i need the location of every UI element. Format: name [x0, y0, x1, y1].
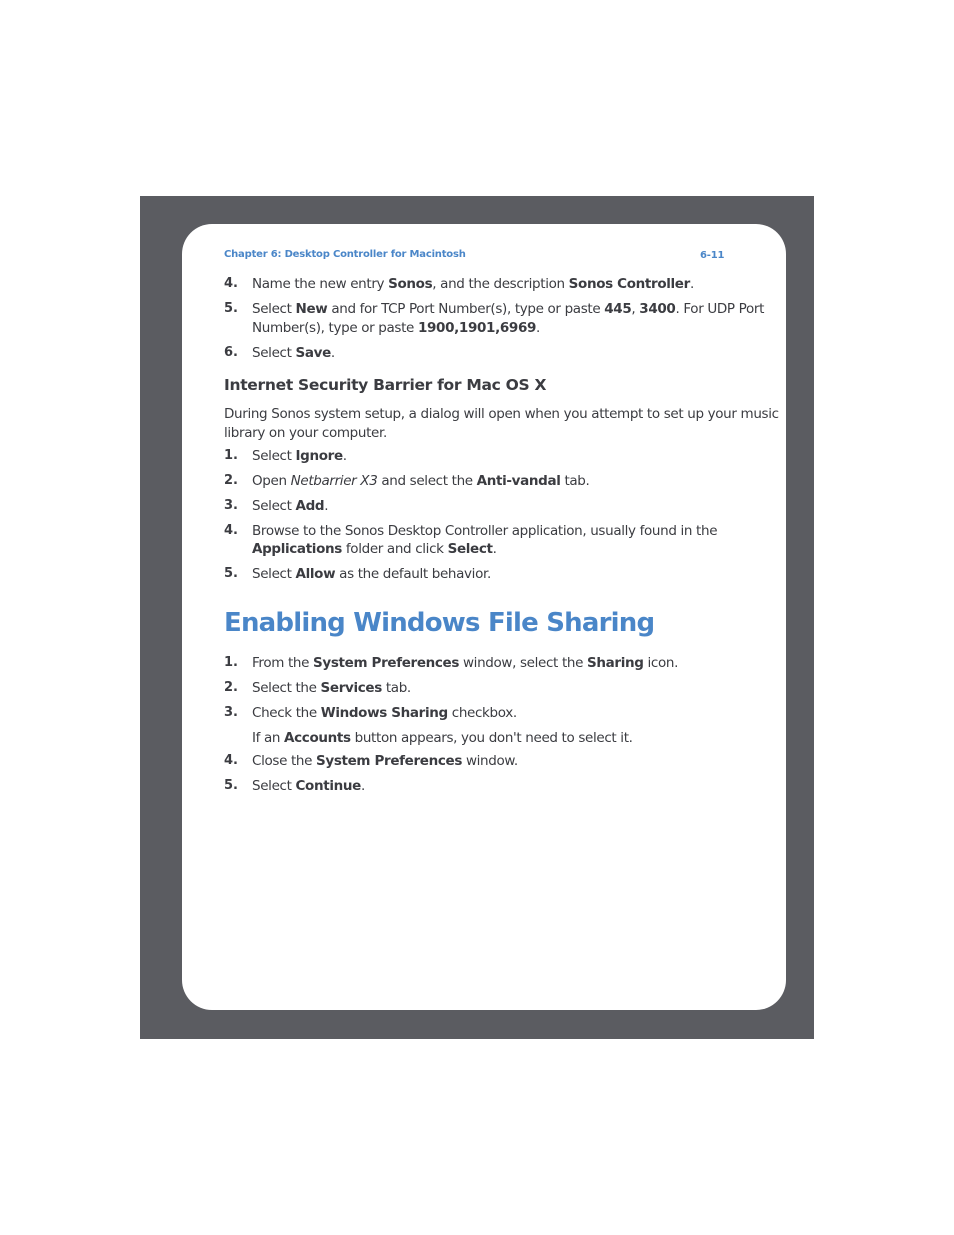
bold-term: System Preferences [313, 655, 460, 671]
step-number: 6. [224, 345, 238, 360]
bold-term: Sharing [587, 655, 644, 671]
step-text: Select Continue. [252, 778, 365, 794]
bold-term: Continue [295, 778, 361, 794]
step-number: 4. [224, 276, 238, 291]
intro-line-2: library on your computer. [224, 425, 387, 441]
step-number: 1. [224, 448, 238, 463]
bold-term: Windows Sharing [320, 705, 448, 721]
step-number: 3. [224, 705, 238, 720]
step-text: Select Save. [252, 345, 335, 361]
bold-term: 3400 [639, 301, 676, 317]
step-number: 5. [224, 566, 238, 581]
step-text: Select Allow as the default behavior. [252, 566, 491, 582]
bold-term: Applications [252, 541, 342, 557]
intro-line-1: During Sonos system setup, a dialog will open when you attempt to set up your music [224, 406, 779, 422]
step-number: 5. [224, 301, 238, 316]
step-text: From the System Preferences window, select the Sharing icon. [252, 655, 679, 671]
bold-term: Services [320, 680, 382, 696]
step-number: 2. [224, 473, 238, 488]
step-number: 4. [224, 753, 238, 768]
section-heading: Internet Security Barrier for Mac OS X [224, 376, 547, 394]
bold-term: Ignore [295, 448, 343, 464]
step-text: Name the new entry Sonos, and the description Sonos Controller. [252, 276, 694, 292]
step-number: 2. [224, 680, 238, 695]
bold-term: Sonos [388, 276, 433, 292]
bold-term: Anti-vandal [476, 473, 561, 489]
step-text: Select New and for TCP Port Number(s), type or paste 445, 3400. For UDP Port [252, 301, 765, 317]
step-text: Number(s), type or paste 1900,1901,6969. [252, 320, 540, 336]
bold-term: Add [295, 498, 325, 514]
main-heading: Enabling Windows File Sharing [224, 608, 655, 638]
step-number: 5. [224, 778, 238, 793]
bold-term: Save [295, 345, 331, 361]
step-text: Select the Services tab. [252, 680, 411, 696]
step-number: 1. [224, 655, 238, 670]
bold-term: 1900,1901,6969 [417, 320, 537, 336]
bold-term: 445 [604, 301, 632, 317]
bold-term: Sonos Controller [568, 276, 690, 292]
bold-term: Accounts [284, 730, 351, 746]
step-text: Select Ignore. [252, 448, 347, 464]
bold-term: New [295, 301, 328, 317]
bold-term: Allow [295, 566, 336, 582]
chapter-header: Chapter 6: Desktop Controller for Macintosh [224, 249, 466, 260]
step-text: Check the Windows Sharing checkbox. [252, 705, 517, 721]
step-text: Close the System Preferences window. [252, 753, 518, 769]
italic-term: Netbarrier X3 [290, 473, 378, 489]
bold-term: System Preferences [316, 753, 463, 769]
step-number: 4. [224, 523, 238, 538]
step-text: Browse to the Sonos Desktop Controller application, usually found in the [252, 523, 718, 539]
step-text: Open Netbarrier X3 and select the Anti-vandal tab. [252, 473, 590, 489]
step-text: Applications folder and click Select. [252, 541, 497, 557]
step-number: 3. [224, 498, 238, 513]
page-number: 6-11 [700, 250, 725, 261]
step-text: Select Add. [252, 498, 329, 514]
bold-term: Select [447, 541, 493, 557]
step-text: If an Accounts button appears, you don't need to select it. [252, 730, 633, 746]
